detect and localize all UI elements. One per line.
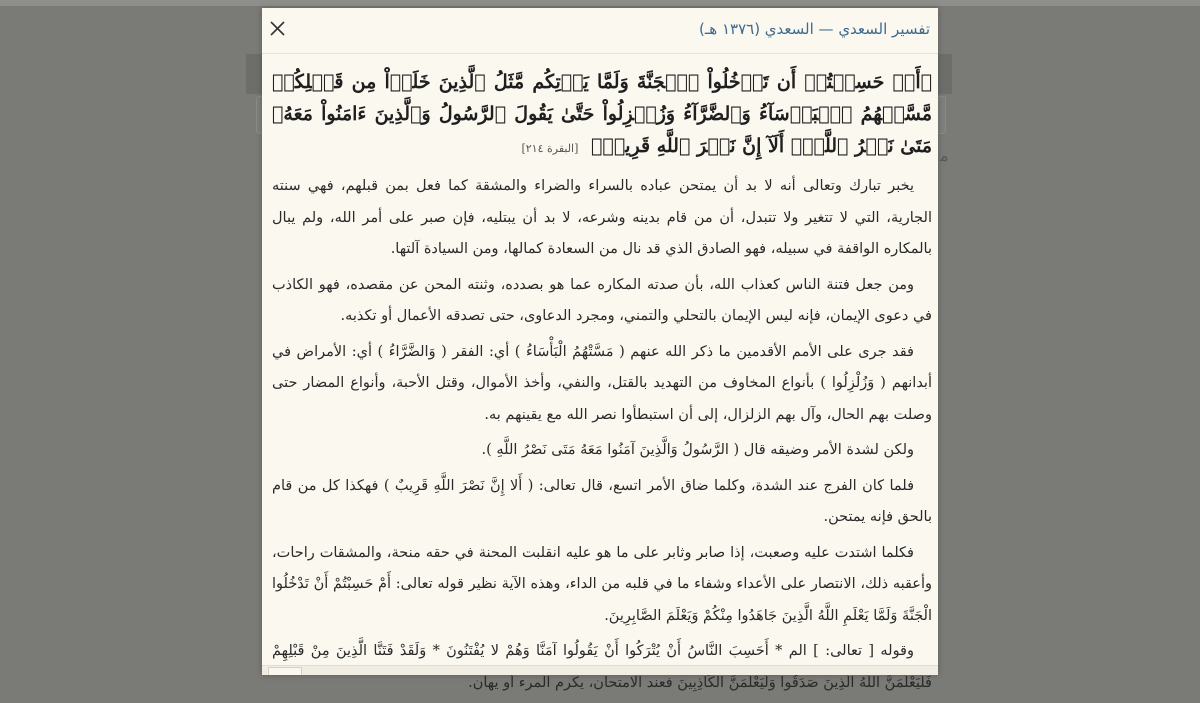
tafsir-paragraph: وقوله [ تعالى: ] الم * أَحَسِبَ النَّاسُ أَنْ يُتْرَكُوا أَنْ يَقُولُوا آمَنَّا وَهُمْ لا يُفْتَنُونَ * وَلَقَدْ فَتَنَّا الَّذِينَ مِنْ قَبْلِهِمْ فَلَيَعْلَمَنَّ اللَّهُ الَّذِينَ صَدَقُوا وَلَيَعْلَمَنَّ الْكَاذِبِينَ فعند الامتحان، يكرم المرء أو يهان.	[272, 643, 932, 691]
tafsir-paragraph: فكلما اشتدت عليه وصعبت، إذا صابر وثابر على ما هو عليه انقلبت المحنة في حقه منحة، والمشقات راحات، وأعقبه ذلك، الانتصار على الأعداء وشفاء ما في قلبه من الداء، وهذه الآية نظير قوله تعالى: أَمْ حَسِبْتُمْ أَنْ تَدْخُلُوا الْجَنَّةَ وَلَمَّا يَعْلَمِ اللَّهُ الَّذِينَ جَاهَدُوا مِنْكُمْ وَيَعْلَمَ الصَّابِرِينَ.	[272, 544, 932, 624]
quran-verse	[272, 66, 932, 165]
background-text-fragment: ﻣ	[940, 146, 949, 165]
tafsir-paragraph: فقد جرى على الأمم الأقدمين ما ذكر الله عنهم ( مَسَّتْهُمُ الْبَأْسَاءُ ) أي: الفقر ( وَالضَّرَّاءُ ) أي: الأمراض في أبدانهم ( وَزُلْزِلُوا ) بأنواع المخاوف من التهديد بالقتل، والنفي، وأخذ الأموال، وقتل الأحبة، وأنواع المضار حتى وصلت بهم الحال، وآل بهم الزلزال، إلى أن استبطأوا نصر الله مع يقينهم به.	[272, 343, 932, 423]
tafsir-paragraph: ومن جعل فتنة الناس كعذاب الله، بأن صدته المكاره عما هو بصدده، وثنته المحن عن مقصده، فهو الكاذب في دعوى الإيمان، فإنه ليس الإيمان بالتحلي والتمني، ومجرد الدعاوى، حتى تصدقه الأعمال أو تكذبه.	[272, 276, 932, 324]
background-topbar	[0, 0, 1200, 6]
tafsir-paragraph: يخبر تبارك وتعالى أنه لا بد أن يمتحن عباده بالسراء والضراء والمشقة كما فعل بمن قبلهم، فهي سنته الجارية، التي لا تتغير ولا تتبدل، أن من قام بدينه وشرعه، لا بد أن يبتليه، فإن صبر على أمر الله، ولم يبال بالمكاره الواقفة في سبيله، فهو الصادق الذي قد نال من السعادة كمالها، ومن السيادة آلتها.	[272, 178, 932, 257]
dialog-title: تفسير السعدي — السعدي (١٣٧٦ هـ)	[699, 20, 930, 38]
close-button[interactable]	[265, 16, 291, 42]
footer-button[interactable]	[268, 667, 302, 675]
tafsir-content	[272, 66, 932, 703]
tafsir-paragraph: فلما كان الفرج عند الشدة، وكلما ضاق الأمر اتسع، قال تعالى: ( أَلا إِنَّ نَصْرَ اللَّهِ قَرِيبٌ ) فهكذا كل من قام بالحق فإنه يمتحن.	[272, 477, 932, 525]
tafsir-paragraph: ولكن لشدة الأمر وضيقه قال ( الرَّسُولُ وَالَّذِينَ آمَنُوا مَعَهُ مَتَى نَصْرُ اللَّهِ ).	[481, 442, 914, 458]
verse-text: ﴿أَمۡ حَسِبۡتُمۡ أَن تَدۡخُلُواْ ٱلۡجَنَّةَ وَلَمَّا يَأۡتِكُم مَّثَلُ ٱلَّذِينَ خَلَوۡاْ مِن قَبۡلِكُمۖ مَّسَّتۡهُمُ ٱلۡبَأۡسَآءُ وَٱلضَّرَّآءُ وَزُلۡزِلُواْ حَتَّىٰ يَقُولَ ٱلرَّسُولُ وَٱلَّذِينَ ءَامَنُواْ مَعَهُۥ مَتَىٰ نَصۡرُ ٱللَّهِۗ أَلَآ إِنَّ نَصۡرَ ٱللَّهِ قَرِيبٞ﴾	[272, 71, 932, 157]
dialog-header	[262, 8, 938, 54]
dialog-footer	[262, 665, 938, 675]
verse-reference: [البقرة ٢١٤]	[521, 142, 579, 155]
tafsir-dialog	[262, 8, 938, 691]
close-icon	[265, 16, 291, 42]
